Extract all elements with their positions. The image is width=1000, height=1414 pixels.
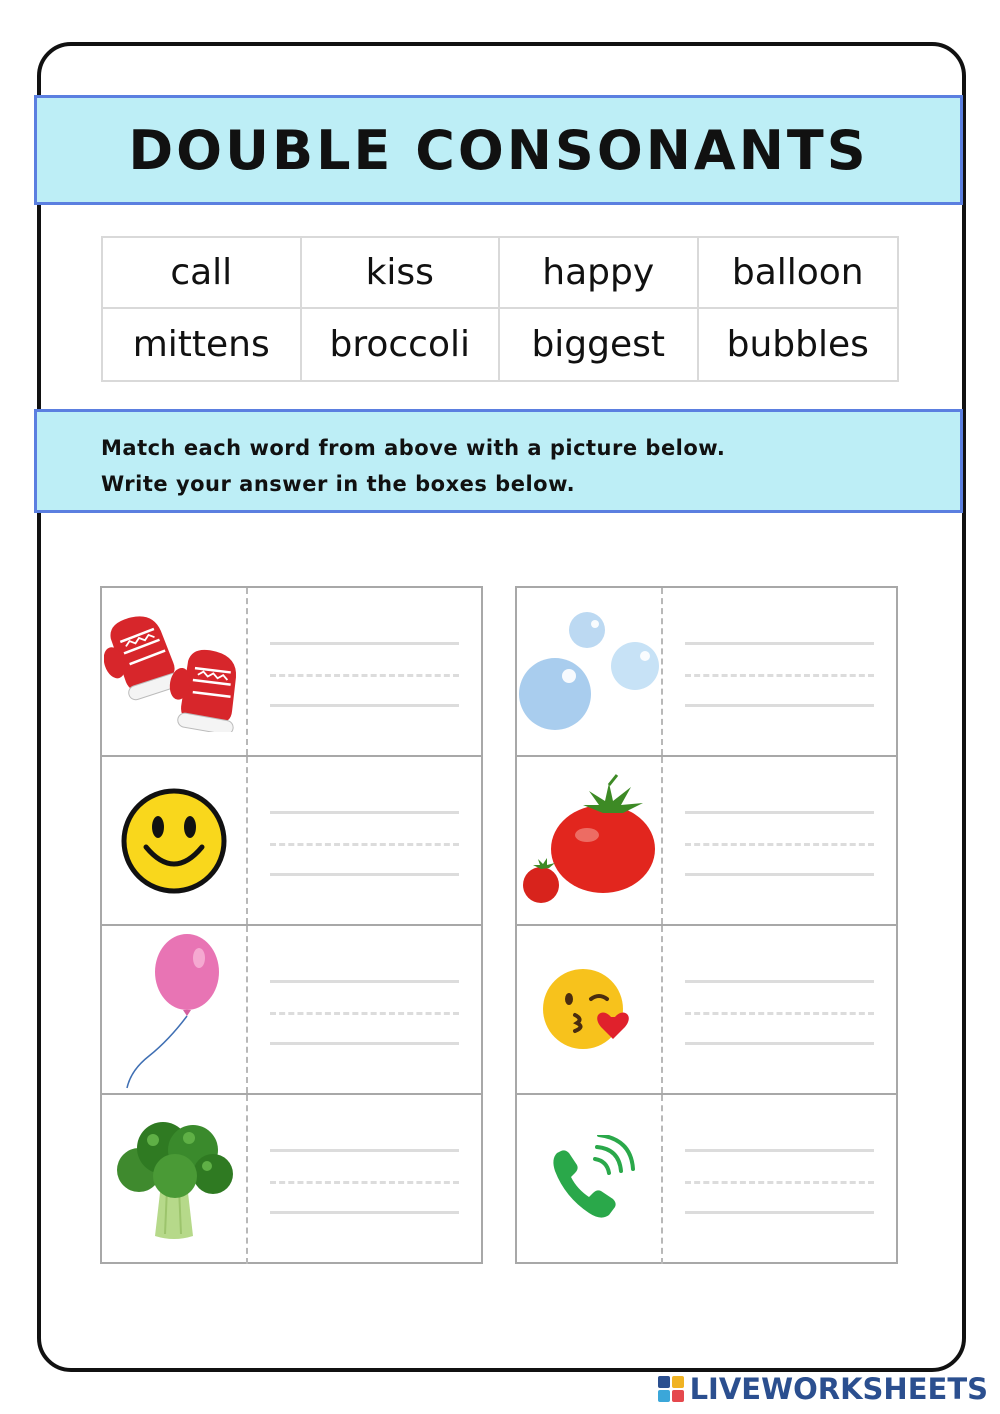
word-bank-cell: bubbles [726,324,869,365]
writing-line [270,704,459,707]
writing-line [270,1211,459,1214]
tomatoes-icon [517,773,661,909]
writing-line [270,1149,459,1152]
mittens-icon [104,612,244,732]
writing-line-dashed [270,674,459,677]
writing-line [685,980,874,983]
word-bank-cell: happy [500,238,699,309]
answer-row [517,1095,896,1264]
phone-call-icon [543,1135,635,1225]
picture-cell [102,757,248,924]
answer-box[interactable] [270,588,459,755]
writing-line [685,1042,874,1045]
liveworksheets-logo [658,1372,988,1406]
writing-line-dashed [685,1181,874,1184]
writing-line-dashed [270,843,459,846]
word-bank-cell: kiss [302,238,501,309]
writing-line [685,1211,874,1214]
writing-line [685,1149,874,1152]
answer-box[interactable] [270,1095,459,1264]
answer-box[interactable] [685,757,874,924]
balloon-icon [109,930,239,1090]
answer-row [102,588,481,757]
writing-line-dashed [270,1012,459,1015]
writing-line [270,811,459,814]
word-bank-cell: broccoli [302,309,501,380]
instruction-line: Match each word from above with a picture below. [101,436,726,460]
answer-box[interactable] [685,1095,874,1264]
answer-row [517,926,896,1095]
answer-box[interactable] [270,926,459,1093]
writing-line [685,704,874,707]
writing-line [270,873,459,876]
smiley-face-icon [118,785,230,897]
writing-line [685,642,874,645]
writing-line [685,873,874,876]
picture-cell [102,588,248,755]
left-answer-grid [100,586,483,1264]
writing-line-dashed [685,843,874,846]
logo-mark-icon [658,1376,684,1402]
right-answer-grid [515,586,898,1264]
broccoli-icon [109,1118,239,1242]
answer-row [517,588,896,757]
answer-box[interactable] [270,757,459,924]
answer-row [517,757,896,926]
writing-line [270,1042,459,1045]
word-bank-cell: call [103,238,302,309]
kissing-face-icon [541,965,637,1055]
picture-cell [102,926,248,1093]
word-bank-cell: mittens [103,309,302,380]
writing-line-dashed [685,1012,874,1015]
picture-cell [517,926,663,1093]
writing-line-dashed [685,674,874,677]
title-banner [34,95,963,205]
answer-box[interactable] [685,588,874,755]
writing-line [270,642,459,645]
picture-cell [517,1095,663,1264]
writing-line [270,980,459,983]
picture-cell [517,588,663,755]
brand-name: LIVEWORKSHEETS [689,1372,988,1406]
answer-box[interactable] [685,926,874,1093]
writing-line [685,811,874,814]
bubbles-icon [517,610,661,734]
word-bank-cell: balloon [699,238,898,309]
answer-row [102,757,481,926]
instruction-line: Write your answer in the boxes below. [101,472,576,496]
instructions-banner [34,409,963,513]
answer-row [102,1095,481,1264]
picture-cell [517,757,663,924]
worksheet-title: DOUBLE CONSONANTS [128,118,869,182]
answer-row [102,926,481,1095]
picture-cell [102,1095,248,1264]
writing-line-dashed [270,1181,459,1184]
word-bank-table [101,236,899,382]
word-bank-cell: biggest [500,309,699,380]
